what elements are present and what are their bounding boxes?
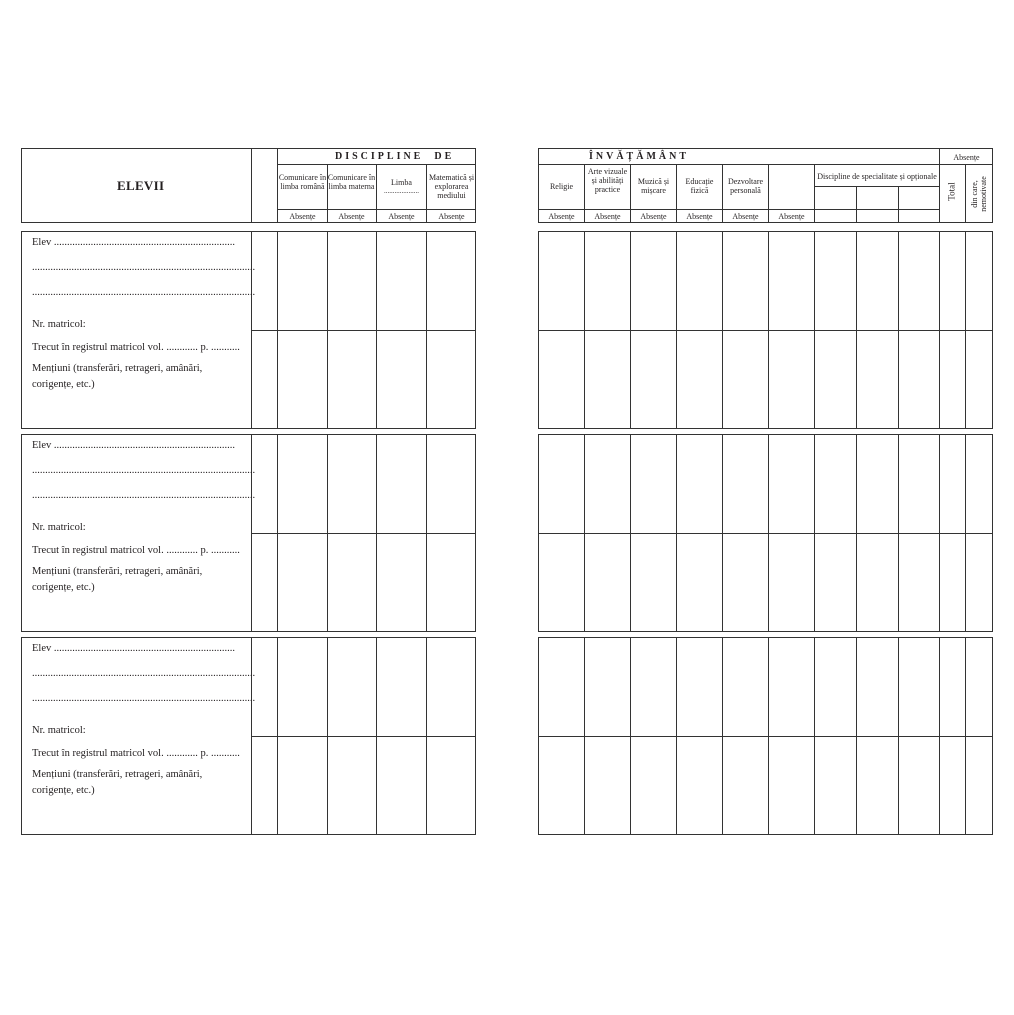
absente-label: Absențe: [548, 212, 575, 221]
absente-label: Absențe: [438, 212, 465, 221]
absente-label: Absențe: [640, 212, 667, 221]
subject-muzica: Muzică și mișcare: [637, 177, 670, 195]
student-elev: Elev .....................................................................: [32, 643, 235, 654]
student-mentiuni2: corigențe, etc.): [32, 582, 95, 593]
student-registru: Trecut în registrul matricol vol. ............ p. ...........: [32, 342, 240, 353]
specialitate-label: Discipline de specialitate și opționale: [817, 172, 937, 181]
absente-label: Absențe: [289, 212, 316, 221]
student-dots1: .....................................................................................: [32, 465, 256, 476]
grid-line: [538, 736, 993, 737]
student-mentiuni2: corigențe, etc.): [32, 379, 95, 390]
invatamant-title: ÎNVĂȚĂMÂNT: [589, 151, 689, 162]
student-matricol: Nr. matricol:: [32, 319, 86, 330]
subject-comunicare-materna: Comunicare în limba materna: [327, 173, 376, 191]
limba-dots: ....................: [384, 187, 419, 195]
student-registru: Trecut în registrul matricol vol. ............ p. ...........: [32, 748, 240, 759]
student-mentiuni1: Mențiuni (transferări, retrageri, amânări,: [32, 566, 203, 577]
subject-comunicare-romana: Comunicare în limba română: [278, 173, 327, 191]
absente-label: Absențe: [338, 212, 365, 221]
absente-label: Absențe: [686, 212, 713, 221]
absente-label: Absențe: [732, 212, 759, 221]
total-label: Total: [946, 182, 957, 201]
student-mentiuni1: Mențiuni (transferări, retrageri, amânări,: [32, 363, 203, 374]
student-dots2: .....................................................................................: [32, 490, 256, 501]
absente-label: Absențe: [388, 212, 415, 221]
grid-line: [538, 533, 993, 534]
subject-religie: Religie: [549, 182, 574, 191]
student-registru: Trecut în registrul matricol vol. ............ p. ...........: [32, 545, 240, 556]
student-mentiuni2: corigențe, etc.): [32, 785, 95, 796]
subject-matematica: Matematică și explorarea mediului: [428, 173, 475, 200]
nemotivate-label: din care, nemotivate: [970, 176, 988, 212]
grid-line: [251, 330, 476, 331]
student-dots2: .....................................................................................: [32, 693, 256, 704]
student-dots1: .....................................................................................: [32, 668, 256, 679]
subject-arte: Arte vizuale și abilități practice: [587, 167, 628, 194]
student-matricol: Nr. matricol:: [32, 522, 86, 533]
subject-educatie-fizica: Educație fizică: [685, 177, 714, 195]
absente-group-label: Absențe: [953, 153, 980, 162]
student-matricol: Nr. matricol:: [32, 725, 86, 736]
absente-label: Absențe: [778, 212, 805, 221]
student-elev: Elev .....................................................................: [32, 237, 235, 248]
student-elev: Elev .....................................................................: [32, 440, 235, 451]
discipline-title: DISCIPLINE DE: [335, 151, 455, 162]
subject-limba: Limba: [391, 178, 412, 187]
absente-label: Absențe: [594, 212, 621, 221]
student-mentiuni1: Mențiuni (transferări, retrageri, amânări,: [32, 769, 203, 780]
elevii-heading: ELEVII: [117, 178, 165, 193]
grid-line: [251, 533, 476, 534]
grid-line: [538, 330, 993, 331]
student-dots1: .....................................................................................: [32, 262, 256, 273]
grid-line: [251, 736, 476, 737]
subject-dezvoltare: Dezvoltare personală: [727, 177, 764, 195]
student-dots2: .....................................................................................: [32, 287, 256, 298]
